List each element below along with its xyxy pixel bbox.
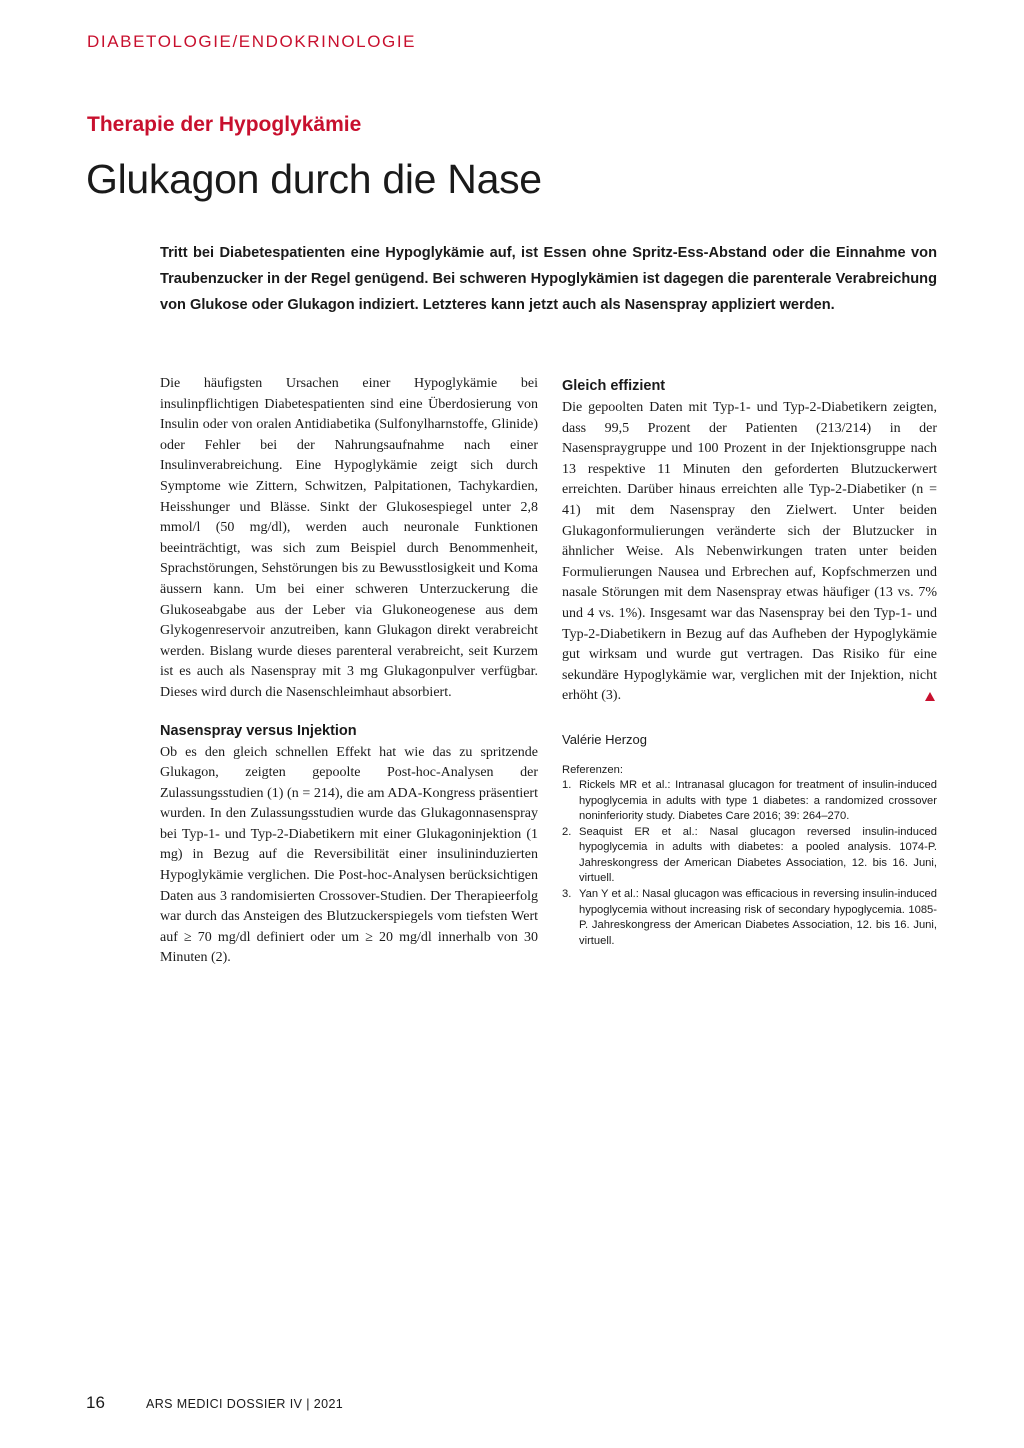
reference-text: Seaquist ER et al.: Nasal glucagon reversed insulin-induced hypoglycemia in adults with diabetes: a pooled analysis. 1074-P. Jahreskongress der American Diabetes Association, 12. bis 16. Juni, virtuell. bbox=[579, 825, 937, 885]
reference-item bbox=[562, 778, 937, 825]
red-triangle-icon bbox=[925, 692, 935, 701]
reference-item bbox=[562, 887, 937, 949]
reference-number: 3. bbox=[562, 888, 572, 901]
subhead-nasenspray: Nasenspray versus Injektion bbox=[160, 722, 357, 739]
author: Valérie Herzog bbox=[562, 731, 648, 747]
reference-text: Rickels MR et al.: Intranasal glucagon for treatment of insulin-induced hypoglycemia in adults with type 1 diabetes: a randomized crossover noninferiority study. Diabetes Care 2016; 39: 264–270. bbox=[579, 778, 937, 823]
reference-number: 1. bbox=[562, 778, 572, 791]
references-title: Referenzen: bbox=[562, 763, 623, 776]
body-paragraph-right-text: Die gepoolten Daten mit Typ-1- und Typ-2-Diabetikern zeigten, dass 99,5 Prozent der Patienten (213/214) in der Nasenspraygruppe und 100 Prozent in der Injektionsgruppe nach 13 respektive 11 Minuten den geforderten Blutzuckerwert erreichten. Darüber hinaus erreichten alle Typ-2-Diabetiker (n = 41) mit dem Nasenspray den Zielwert. Unter beiden Glukagonformulierungen veränderte sich der Blutzucker in ähnlicher Weise. Als Nebenwirkungen traten unter beiden Formulierungen Nausea und Erbrechen auf, Kopfschmerzen und nasale Störungen mit dem Nasenspray etwas häufiger (13 vs. 7% und 4 vs. 1%). Insgesamt war das Nasenspray bei den Typ-1- und Typ-2-Diabetikern in Bezug auf das Aufheben der Hypoglykämie gut wirksam und wurde gut vertragen. Das Risiko für eine sekundäre Hypoglykämie war, verglichen mit der Injektion, nicht erhöht (3). bbox=[562, 400, 937, 704]
page-number: 16 bbox=[86, 1393, 105, 1412]
article-kicker: Therapie der Hypoglykämie bbox=[87, 113, 362, 136]
reference-number: 2. bbox=[562, 825, 572, 838]
intro-paragraph: Die häufigsten Ursachen einer Hypoglykämie bei insulinpflichtigen Diabetespatienten sind eine Überdosierung von Insulin oder von oralen Antidiabetika (Sulfonylharnstoffe, Glinide) oder Fehler bei der Nahrungsaufnahme nach einer Insulinverabreichung. Eine Hypoglykämie zeigt sich durch Symptome wie Zittern, Schwitzen, Palpitationen, Tachykardien, Heisshunger und Blässe. Sinkt der Glukosespiegel unter 2,8 mmol/l (50 mg/dl), werden auch neuronale Funktionen beeinträchtigt, was sich zum Beispiel durch Benommenheit, Sprachstörungen, Sehstörungen bis zu Bewusstlosigkeit und Koma äussern kann. Um bei einer schweren Unterzuckerung die Glukoseabgabe aus der Leber via Glukoneogenese aus dem Glykogenreservoir anzutreiben, kann Glukagon direkt verabreicht werden. Bislang wurde dieses parenteral verabreicht, seit Kurzem ist es auch als Nasenspray mit 3 mg Glukagonpulver verfügbar. Dieses wird durch die Nasenschleimhaut absorbiert. bbox=[160, 376, 538, 700]
article-lead: Tritt bei Diabetespatienten eine Hypoglykämie auf, ist Essen ohne Spritz-Ess-Abstand oder die Einnahme von Traubenzucker in der Regel genügend. Bei schweren Hypoglykämien ist dagegen die parenterale Verabreichung von Glukose oder Glukagon indiziert. Letzteres kann jetzt auch als Nasenspray appliziert werden. bbox=[160, 245, 937, 313]
body-paragraph-right bbox=[562, 398, 937, 707]
body-paragraph-left: Ob es den gleich schnellen Effekt hat wie das zu spritzende Glukagon, zeigten gepoolte Post-hoc-Analysen der Zulassungsstudien (1) (n = 214), die am ADA-Kongress präsentiert wurden. In den Zulassungsstudien wurde das Glukagonnasenspray bei Typ-1- und Typ-2-Diabetikern mit einer Glukagoninjektion (1 mg) in Bezug auf die Reversibilität einer insulininduzierten Hypoglykämie verglichen. Die Post-hoc-Analysen berücksichtigen Daten aus 3 randomisierten Crossover-Studien. Der Therapieerfolg war durch das Ansteigen des Blutzuckerspiegels vom tiefsten Wert auf ≥ 70 mg/dl definiert oder um ≥ 20 mg/dl innerhalb von 30 Minuten (2). bbox=[160, 744, 538, 966]
reference-text: Yan Y et al.: Nasal glucagon was efficacious in reversing insulin-induced hypoglycemia without increasing risk of secondary hypoglycemia. 1085-P. Jahreskongress der American Diabetes Association, 12. bis 16. Juni, virtuell. bbox=[579, 888, 937, 947]
references-list bbox=[562, 778, 937, 950]
reference-item bbox=[562, 825, 937, 887]
left-column bbox=[160, 374, 538, 969]
publication-info: ARS MEDICI DOSSIER IV | 2021 bbox=[146, 1397, 344, 1411]
subhead-gleich-effizient: Gleich effizient bbox=[562, 378, 666, 394]
right-column bbox=[562, 376, 937, 949]
article-title: Glukagon durch die Nase bbox=[86, 156, 542, 202]
section-label: DIABETOLOGIE/ENDOKRINOLOGIE bbox=[87, 32, 417, 51]
